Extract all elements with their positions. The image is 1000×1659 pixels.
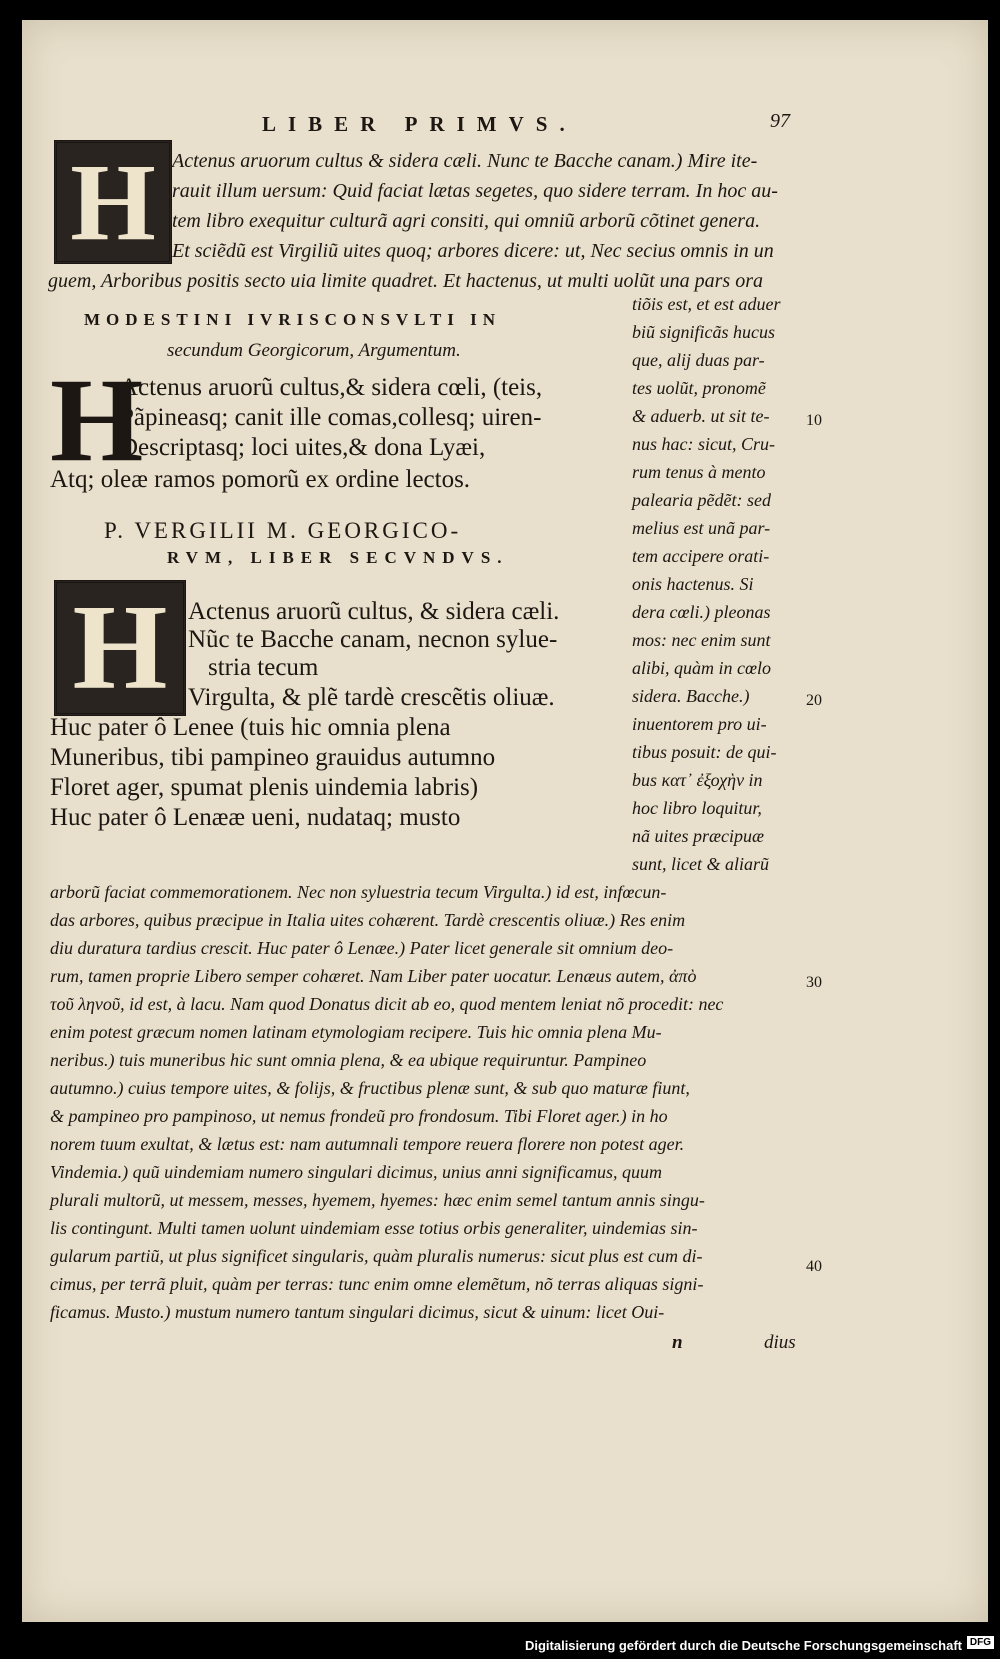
intro-initial-letter: H [70, 140, 156, 263]
poem-line: stria tecum [208, 654, 319, 681]
poem-line: Huc pater ô Lenææ ueni, nudataq; musto [50, 804, 461, 831]
line-number: 20 [806, 692, 822, 709]
sidenote-line: & aduerb. ut sit te- [632, 406, 770, 426]
intro-line: Et sciẽdũ est Virgiliũ uites quoq; arbores dicere: ut, Nec secius omnis in un [172, 240, 774, 262]
commentary-line: plurali multorũ, ut messem, messes, hyemem, hyemes: hæc enim semel tantum annis singu- [50, 1190, 705, 1210]
sidenote-line: tiõis est, et est aduer [632, 294, 781, 314]
commentary-line: arborũ faciat commemorationem. Nec non syluestria tecum Virgulta.) id est, infœcun- [50, 882, 667, 902]
line-number: 10 [806, 412, 822, 429]
sidenote-line: tem accipere orati- [632, 546, 770, 566]
sidenote-line: biũ significãs hucus [632, 322, 775, 342]
commentary-line: diu duratura tardius crescit. Huc pater ô Lenæe.) Pater licet generale sit omnium deo- [50, 938, 674, 958]
poem-initial-letter: H [72, 580, 168, 715]
sidenote-line: alibi, quàm in cœlo [632, 658, 771, 678]
footer-credit: Digitalisierung gefördert durch die Deutsche Forschungsgemeinschaft [524, 1638, 962, 1653]
poem-line: Virgulta, & plẽ tardè crescẽtis oliuæ. [188, 684, 555, 711]
sidenote-line: melius est unã par- [632, 518, 771, 538]
intro-line: guem, Arboribus positis secto uia limite quadret. Et hactenus, ut multi uolũt una pars ora [48, 270, 763, 292]
argument-heading: MODESTINI IVRISCONSVLTI IN [84, 310, 502, 329]
sidenote-line: hoc libro loquitur, [632, 798, 762, 818]
argument-initial: H [50, 353, 144, 486]
commentary-line: enim potest græcum nomen latinam etymologiam recipere. Tuis hic omnia plena Mu- [50, 1022, 662, 1042]
intro-initial [54, 140, 172, 264]
argument-verse-line: Actenus aruorũ cultus,& sidera cœli, (teis, [120, 374, 543, 401]
sidenote-line: sunt, licet & aliarũ [632, 854, 769, 874]
commentary-line: ficamus. Musto.) mustum numero tantum singulari dicimus, sicut & uinum: licet Oui- [50, 1302, 665, 1322]
poem-initial [54, 580, 186, 716]
book-title-line2: RVM, LIBER SECVNDVS. [167, 548, 509, 567]
line-number: 40 [806, 1258, 822, 1275]
sidenote-line: tibus posuit: de qui- [632, 742, 777, 762]
intro-line: Actenus aruorum cultus & sidera cæli. Nunc te Bacche canam.) Mire ite- [172, 150, 758, 172]
sidenote-line: onis hactenus. Si [632, 574, 754, 594]
line-number: 30 [806, 974, 822, 991]
intro-line: rauit illum uersum: Quid faciat lætas segetes, quo sidere terram. In hoc au- [172, 180, 778, 202]
book-page [22, 20, 988, 1622]
sidenote-line: rum tenus à mento [632, 462, 766, 482]
catchword: dius [764, 1332, 796, 1353]
running-title: LIBER PRIMVS. [262, 112, 577, 136]
footer-bar [0, 1630, 1000, 1659]
poem-line: Nũc te Bacche canam, necnon sylue- [188, 626, 558, 653]
commentary-line: autumno.) cuius tempore uites, & folijs, & fructibus plenæ sunt, & sub quo maturæ fiunt, [50, 1078, 690, 1098]
sidenote-line: nã uites præcipuæ [632, 826, 765, 846]
sidenote-line: nus hac: sicut, Cru- [632, 434, 775, 454]
argument-verse-line: Atq; oleæ ramos pomorũ ex ordine lectos. [50, 466, 471, 493]
argument-verse-line: Descriptasq; loci uites,& dona Lyæi, [120, 434, 486, 461]
argument-verse-line: Pãpineasq; canit ille comas,collesq; uiren- [120, 404, 542, 431]
commentary-line: das arbores, quibus præcipue in Italia uites cohærent. Tardè crescentis oliuæ.) Res enim [50, 910, 686, 930]
sidenote-line: inuentorem pro ui- [632, 714, 767, 734]
poem-line: Huc pater ô Lenee (tuis hic omnia plena [50, 714, 451, 741]
commentary-line: cimus, per terrã pluit, quàm per terras: tunc enim omne elemẽtum, nõ terras aliquas signi- [50, 1274, 704, 1294]
sidenote-line: sidera. Bacche.) [632, 686, 750, 706]
dfg-logo: DFG [967, 1636, 994, 1649]
poem-line: Floret ager, spumat plenis uindemia labris) [50, 774, 479, 801]
commentary-line: lis contingunt. Multi tamen uolunt uindemiam esse totius orbis generaliter, uindemias sin- [50, 1218, 698, 1238]
commentary-line: neribus.) tuis muneribus hic sunt omnia plena, & ea ubique requiruntur. Pampineo [50, 1050, 647, 1070]
commentary-line: gularum partiũ, ut plus significet singularis, quàm pluralis numerus: sicut plus est cum di- [50, 1246, 703, 1266]
commentary-line: τοῦ ληνοῦ, id est, à lacu. Nam quod Donatus dicit ab eo, quod mentem leniat nõ procedit: nec [50, 994, 724, 1014]
sidenote-line: dera cœli.) pleonas [632, 602, 771, 622]
commentary-line: rum, tamen proprie Libero semper cohæret. Nam Liber pater uocatur. Lenæus autem, ἀπὸ [50, 966, 697, 986]
signature-mark: n [672, 1332, 683, 1353]
intro-line: tem libro exequitur culturã agri consiti, qui omniũ arborũ cõtinet genera. [172, 210, 761, 232]
sidenote-line: bus κατ᾽ ἐξοχὴν in [632, 770, 763, 790]
poem-line: Muneribus, tibi pampineo grauidus autumno [50, 744, 496, 771]
page-number: 97 [770, 110, 790, 132]
sidenote-line: que, alij duas par- [632, 350, 765, 370]
poem-line: Actenus aruorũ cultus, & sidera cæli. [188, 598, 560, 625]
commentary-line: & pampineo pro pampinoso, ut nemus frondeũ pro frondosum. Tibi Floret ager.) in ho [50, 1106, 668, 1126]
commentary-line: Vindemia.) quũ uindemiam numero singulari dicimus, unius anni significamus, quum [50, 1162, 662, 1182]
sidenote-line: mos: nec enim sunt [632, 630, 771, 650]
sidenote-line: palearia pẽdẽt: sed [632, 490, 771, 510]
argument-subheading: secundum Georgicorum, Argumentum. [167, 340, 461, 361]
sidenote-line: tes uolũt, pronomẽ [632, 378, 766, 398]
commentary-line: norem tuum exultat, & lætus est: nam autumnali tempore reuera florere non potest ager. [50, 1134, 685, 1154]
book-title-line1: P. VERGILII M. GEORGICO- [104, 518, 462, 543]
